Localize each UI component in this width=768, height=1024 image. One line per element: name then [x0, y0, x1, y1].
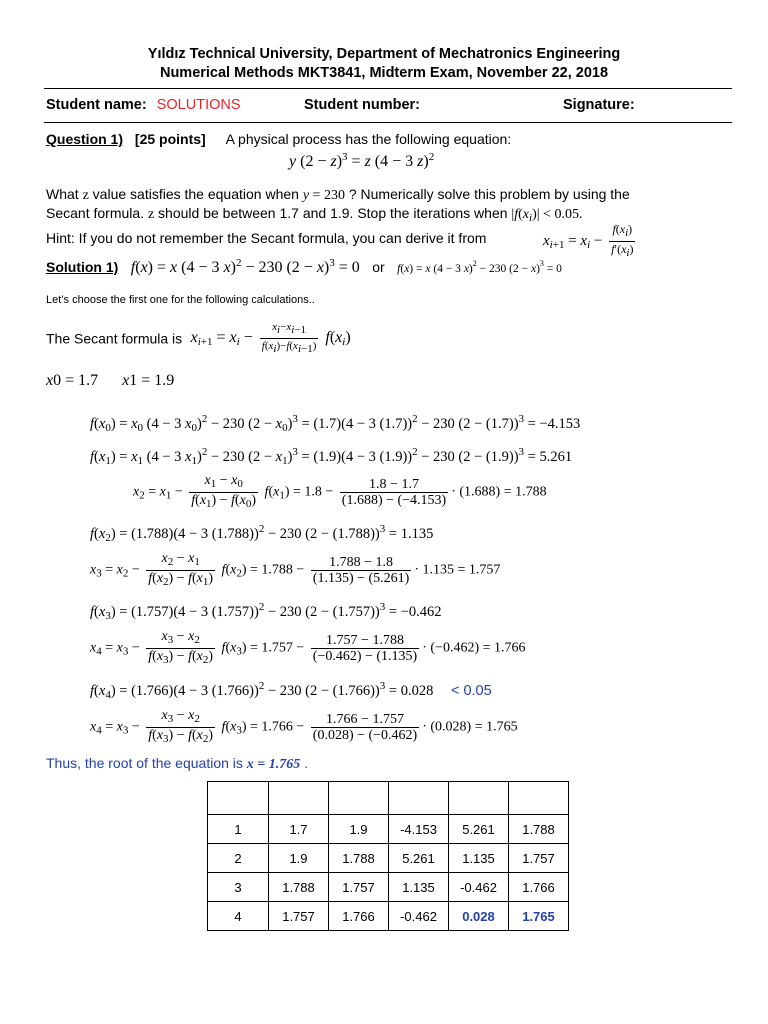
table-row: 2 1.9 1.788 5.261 1.135 1.757: [208, 844, 569, 873]
question-title-row: [46, 131, 511, 147]
conclusion-line: Thus, the root of the equation is x = 1.765 .: [46, 755, 309, 772]
calc-f-x1: $f(x_1) = x_1$ (4 − 3 $x_1)^2 - 230$ $(2 - x_1)^3 = (1.9)(4 - 3$ (1.9))$^2$ − 230 $(2 - (1.9))^3 = 5.261$: [90, 446, 573, 467]
secant-formula-row: The Secant formula is $x_{i+1} = x_i$ − $\frac{xi-xi-1}{f(xi)-f(xi-1)}$ $f(x_i)$: [46, 321, 351, 355]
question-points: [25 points]: [134, 131, 206, 147]
question-line-1: What z value satisfies the equation when y = 230 ? Numerically solve this problem by using the: [46, 186, 630, 203]
exam-header: Numerical Methods MKT3841, Midterm Exam, November 22, 2018: [159, 65, 609, 81]
iteration-table: [207, 781, 569, 931]
hint-line: Hint: If you do not remember the Secant formula, you can derive it from: [46, 230, 487, 246]
solution-title: Solution 1): [46, 259, 119, 275]
solution-row: Solution 1) f(x) = x (4 − 3 x)$^2$ − 230 $(2 - x)^3 = 0$ or f(x) = x (4 − 3 x)$^2$ − 230 $(2 - x)^3 = 0$: [46, 257, 562, 276]
newton-formula: $x_{i+1} = x_i$ − $\frac{f(xi)}{f'(xi)}$: [543, 222, 634, 259]
question-line-2: Secant formula. z should be between 1.7 and 1.9. Stop the iterations when $|f(x_i)| < 0.05$.: [46, 205, 583, 224]
student-name-row: [46, 97, 241, 113]
tolerance-note: < 0.05: [450, 683, 492, 699]
secant-label: The Secant formula is: [46, 330, 183, 347]
table-row: 1 1.7 1.9 -4.153 5.261 1.788: [208, 815, 569, 844]
calc-x4: $x_4 = x_3$ − $\frac{x_3 - x_2}{f(x_3) - f(x_2)}$ $f(x_3) = 1.757$ − $\frac{1.757 - 1.788}{(-0.462) - (1.135)}$ · (−0.462) = 1.766: [90, 629, 526, 666]
question-title: Question 1): [46, 131, 124, 147]
table-row: 4 1.757 1.766 -0.462 0.028 1.765: [208, 902, 569, 931]
signature-label: Signature:: [563, 97, 635, 113]
table-header-row: [208, 782, 569, 815]
university-header: Yıldız Technical University, Department of Mechatronics Engineering: [147, 46, 621, 62]
student-name-label: Student name:: [46, 97, 147, 113]
question-intro: A physical process has the following equation:: [225, 131, 512, 147]
or-label: or: [372, 259, 385, 275]
main-equation: y $(2 - z)^3 = z$ (4 − 3 z)$^2$: [289, 151, 435, 170]
calc-f-x3: $f(x_3) = (1.757)(4 - 3$ (1.757))$^2$ − 230 $(2 - (1.757))^3 = -0.462$: [90, 601, 442, 622]
calc-f-x0: $f(x_0) = x_0$ (4 − 3 $x_0)^2 - 230$ $(2 - x_0)^3 = (1.7)(4 - 3$ (1.7))$^2$ − 230 $(2 - (1.7))^3 = -4.153$: [90, 413, 581, 434]
calc-f-x2: $f(x_2) = (1.788)(4 - 3$ (1.788))$^2$ − 230 $(2 - (1.788))^3 = 1.135$: [90, 523, 434, 544]
calc-x5: $x_4 = x_3$ − $\frac{x_3 - x_2}{f(x_3) - f(x_2)}$ $f(x_3) = 1.766$ − $\frac{1.766 - 1.757}{(0.028) - (-0.462)}$ · (0.028) = 1.765: [90, 708, 518, 745]
table-row: 3 1.788 1.757 1.135 -0.462 1.766: [208, 873, 569, 902]
header-rule: [44, 88, 732, 89]
choose-note: Let’s choose the first one for the following calculations..: [46, 294, 315, 306]
initial-values: x0 = 1.7 x1 = 1.9: [46, 372, 175, 389]
calc-x3: $x_3 = x_2$ − $\frac{x_2 - x_1}{f(x_2) - f(x_1)}$ $f(x_2) = 1.788$ − $\frac{1.788 - 1.8}{(1.135) - (5.261)}$ · 1.135 = 1.757: [90, 551, 501, 588]
student-rule: [44, 122, 732, 123]
calc-x2: $x_2 = x_1$ − $\frac{x_1 - x_0}{f(x_1) - f(x_0)}$ $f(x_1) = 1.8$ − $\frac{1.8 - 1.7}{(1.688) - (-4.153)}$ · (1.688) = 1.788: [133, 473, 547, 510]
calc-f-x4: $f(x_4) = (1.766)(4 - 3$ (1.766))$^2$ − 230 $(2 - (1.766))^3 = 0.028 < 0.05$: [90, 680, 492, 701]
student-number-label: Student number:: [304, 97, 420, 113]
student-name-value: SOLUTIONS: [156, 97, 241, 113]
